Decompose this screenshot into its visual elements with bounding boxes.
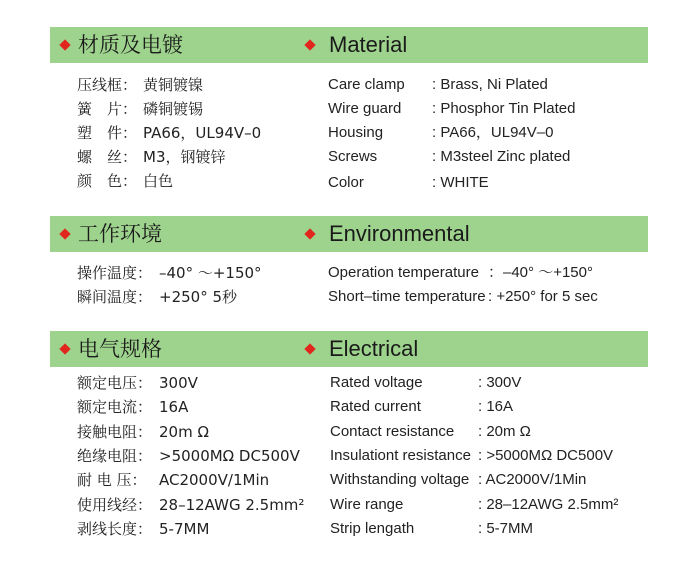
diamond-bullet-icon <box>304 39 315 50</box>
spec-label: 剥线长度： <box>77 520 153 538</box>
spec-row-en <box>328 146 570 168</box>
spec-label: Care clamp <box>328 76 405 93</box>
spec-label: 螺 丝： <box>77 148 138 166</box>
spec-row-cn <box>77 262 262 284</box>
spec-value: 磷铜镀锡 <box>143 100 204 118</box>
spec-row-en <box>330 518 533 540</box>
spec-row-en <box>328 262 593 284</box>
section-title-cn: 电气规格 <box>78 337 162 361</box>
spec-row-en <box>328 286 598 308</box>
spec-value: >5000MΩ DC500V <box>159 447 300 465</box>
section-title-en: Material <box>329 32 408 57</box>
spec-row-cn <box>77 122 261 144</box>
spec-label: Color <box>328 174 364 191</box>
spec-value: 白色 <box>143 172 174 190</box>
spec-row-en <box>330 494 618 516</box>
diamond-bullet-icon <box>59 39 70 50</box>
spec-value: : Brass, Ni Plated <box>432 76 548 93</box>
spec-label: 瞬间温度： <box>77 288 153 306</box>
spec-row-cn <box>77 74 203 96</box>
section-title-cn: 工作环境 <box>78 222 162 246</box>
section-header-material <box>50 27 648 63</box>
spec-label: 使用线经： <box>77 496 153 514</box>
spec-row-cn <box>77 286 237 308</box>
spec-row-en <box>328 172 489 194</box>
spec-value: 5-7MM <box>159 520 210 538</box>
spec-value: : M3steel Zinc plated <box>432 148 571 165</box>
spec-label: 塑 件： <box>77 124 138 142</box>
spec-row-cn <box>77 445 300 467</box>
diamond-bullet-icon <box>59 343 70 354</box>
spec-label: Short–time temperature <box>328 288 486 305</box>
spec-label: 簧 片： <box>77 100 138 118</box>
section-title-en: Environmental <box>329 221 470 246</box>
spec-value: M3，钢镀锌 <box>143 148 226 166</box>
spec-value: : 20m Ω <box>478 423 531 440</box>
diamond-bullet-icon <box>59 228 70 239</box>
spec-label: 颜 色： <box>77 172 138 190</box>
spec-row-cn <box>77 518 209 540</box>
spec-label: Rated current <box>330 398 421 415</box>
spec-row-cn <box>77 372 198 394</box>
diamond-bullet-icon <box>304 228 315 239</box>
spec-label: 额定电流： <box>77 398 153 416</box>
spec-label: Housing <box>328 124 384 141</box>
spec-value: PA66，UL94V–0 <box>143 124 262 142</box>
spec-row-cn <box>77 396 188 418</box>
spec-value: 16A <box>159 398 189 416</box>
spec-row-en <box>328 74 548 96</box>
spec-value: : Phosphor Tin Plated <box>432 100 576 117</box>
spec-value: : >5000MΩ DC500V <box>478 447 614 464</box>
spec-value: 300V <box>159 374 198 392</box>
spec-label: Insulationt resistance <box>330 447 471 464</box>
spec-value: –40° ～+150° <box>159 264 262 282</box>
spec-row-en <box>330 445 613 467</box>
spec-label: 压线框： <box>77 76 138 94</box>
spec-row-cn <box>77 421 209 443</box>
spec-label: Operation temperature <box>328 264 479 281</box>
spec-row-en <box>330 469 586 491</box>
section-header-electrical <box>50 331 648 367</box>
spec-value: : AC2000V/1Min <box>478 471 587 488</box>
section-title-cn: 材质及电镀 <box>78 33 183 57</box>
spec-row-en <box>328 98 575 120</box>
spec-label: 额定电压： <box>77 374 153 392</box>
spec-label: Contact resistance <box>330 423 455 440</box>
spec-value: +250° 5秒 <box>159 288 238 306</box>
diamond-bullet-icon <box>304 343 315 354</box>
spec-value: : 300V <box>478 374 522 391</box>
spec-label: Strip lengath <box>330 520 415 537</box>
spec-value: : 16A <box>478 398 514 415</box>
spec-row-en <box>330 372 521 394</box>
spec-value: ：–40° ～+150° <box>488 264 593 281</box>
spec-label: Wire range <box>330 496 404 513</box>
spec-row-cn <box>77 146 226 168</box>
spec-label: 接触电阻： <box>77 423 153 441</box>
spec-value: 20m Ω <box>159 423 209 441</box>
spec-value: : PA66，UL94V–0 <box>432 124 554 141</box>
spec-label: Wire guard <box>328 100 402 117</box>
spec-value: : +250° for 5 sec <box>488 288 598 305</box>
spec-row-cn <box>77 494 304 516</box>
spec-label: 绝缘电阻： <box>77 447 153 465</box>
spec-label: 操作温度： <box>77 264 153 282</box>
spec-value: : 28–12AWG 2.5mm² <box>478 496 619 513</box>
spec-value: : WHITE <box>432 174 489 191</box>
spec-row-en <box>328 122 553 144</box>
spec-row-en <box>330 396 513 418</box>
spec-value: : 5-7MM <box>478 520 534 537</box>
section-header-environmental <box>50 216 648 252</box>
spec-value: 黄铜镀镍 <box>143 76 204 94</box>
spec-row-cn <box>77 170 173 192</box>
spec-value: 28–12AWG 2.5mm² <box>159 496 305 514</box>
spec-row-en <box>330 421 531 443</box>
spec-label: Rated voltage <box>330 374 423 391</box>
spec-label: Screws <box>328 148 378 165</box>
section-title-en: Electrical <box>329 336 419 361</box>
spec-row-cn <box>77 469 269 491</box>
spec-label: Withstanding voltage <box>330 471 470 488</box>
spec-row-cn <box>77 98 203 120</box>
spec-value: AC2000V/1Min <box>159 471 270 489</box>
spec-label: 耐 电 压： <box>77 471 147 489</box>
